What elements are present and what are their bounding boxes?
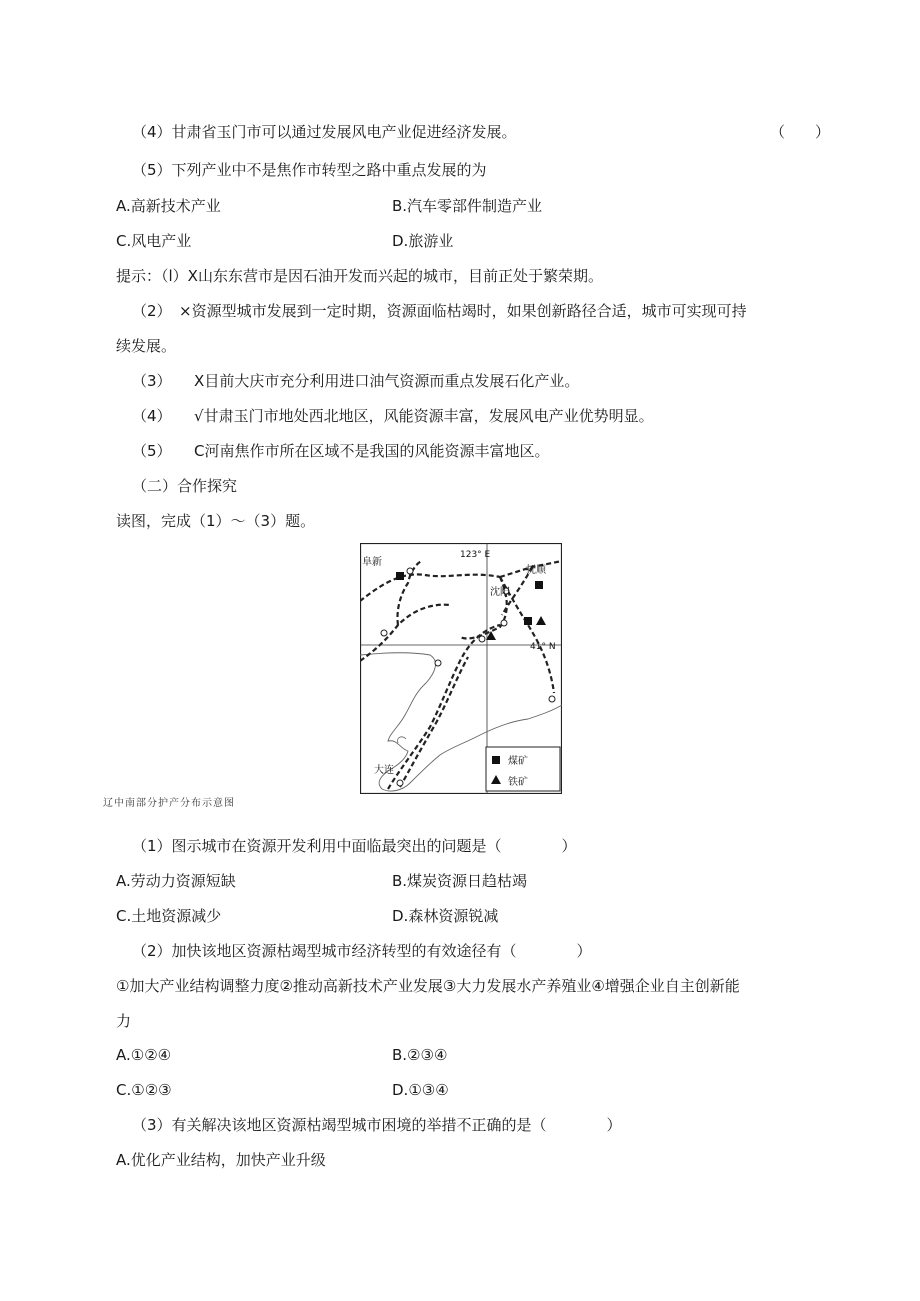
section-instruction: 读图，完成（1）～（3）题。 bbox=[116, 512, 316, 530]
q2-option-b: B.②③④ bbox=[392, 1046, 448, 1064]
legend-coal-icon bbox=[492, 756, 500, 764]
city-label-fuxin: 阜新 bbox=[362, 557, 382, 568]
option-b: B.汽车零部件制造产业 bbox=[392, 197, 543, 215]
q1-option-c: C.土地资源减少 bbox=[116, 907, 222, 925]
city-label-fushun: 抚顺 bbox=[526, 565, 546, 576]
hint-4: （4） √甘肃玉门市地处西北地区，风能资源丰富，发展风电产业优势明显。 bbox=[132, 407, 654, 425]
q3-option-a: A.优化产业结构，加快产业升级 bbox=[116, 1151, 326, 1169]
map-caption: 辽中南部分护产分布示意图 bbox=[103, 798, 235, 809]
hint-1: 提示：（l）X山东东营市是因石油开发而兴起的城市，目前正处于繁荣期。 bbox=[116, 267, 603, 285]
q2-stem-continued: 力 bbox=[116, 1012, 132, 1030]
hint-3: （3） X目前大庆市充分利用进口油气资源而重点发展石化产业。 bbox=[132, 372, 580, 390]
hint-2-continued: 续发展。 bbox=[116, 337, 177, 355]
coal-mine-fuxin bbox=[396, 572, 404, 580]
hint-5: （5） C河南焦作市所在区域不是我国的风能资源丰富地区。 bbox=[132, 442, 550, 460]
q2-option-d: D.①③④ bbox=[392, 1081, 449, 1099]
legend-iron-label: 铁矿 bbox=[508, 777, 528, 788]
explore-question-3: （3）有关解决该地区资源枯竭型城市困境的举措不正确的是（ ） bbox=[132, 1116, 622, 1134]
legend-coal-label: 煤矿 bbox=[508, 756, 528, 767]
coal-mine-east bbox=[524, 617, 532, 625]
map-legend bbox=[486, 747, 560, 791]
city-label-shenyang: 沈阳 bbox=[490, 587, 510, 598]
q1-option-a: A.劳动力资源短缺 bbox=[116, 872, 236, 890]
question-5: （5）下列产业中不是焦作市转型之路中重点发展的为 bbox=[132, 161, 487, 179]
option-a: A.高新技术产业 bbox=[116, 197, 221, 215]
coal-mine-fushun bbox=[535, 581, 543, 589]
q1-option-b: B.煤炭资源日趋枯竭 bbox=[392, 872, 528, 890]
q2-option-a: A.①②④ bbox=[116, 1046, 172, 1064]
explore-question-1: （1）图示城市在资源开发利用中面临最突出的问题是（ ） bbox=[132, 837, 577, 855]
q2-option-c: C.①②③ bbox=[116, 1081, 172, 1099]
longitude-label: 123° E bbox=[460, 550, 491, 560]
section-title: （二）合作探究 bbox=[132, 477, 238, 495]
q1-option-d: D.森林资源锐减 bbox=[392, 907, 499, 925]
q2-stem: ①加大产业结构调整力度②推动高新技术产业发展③大力发展水产养殖业④增强企业自主创新能 bbox=[116, 977, 740, 995]
resource-map bbox=[360, 543, 562, 794]
question-4: （4）甘肃省玉门市可以通过发展风电产业促进经济发展。 bbox=[132, 123, 517, 141]
option-c: C.风电产业 bbox=[116, 232, 192, 250]
explore-question-2: （2）加快该地区资源枯竭型城市经济转型的有效途径有（ ） bbox=[132, 942, 592, 960]
answer-bracket: （ ） bbox=[770, 123, 831, 141]
latitude-label: 41° N bbox=[530, 642, 556, 652]
option-d: D.旅游业 bbox=[392, 232, 454, 250]
hint-2: （2） ×资源型城市发展到一定时期，资源面临枯竭时，如果创新路径合适，城市可实现可持 bbox=[132, 302, 747, 320]
city-label-dalian: 大连 bbox=[374, 765, 394, 776]
